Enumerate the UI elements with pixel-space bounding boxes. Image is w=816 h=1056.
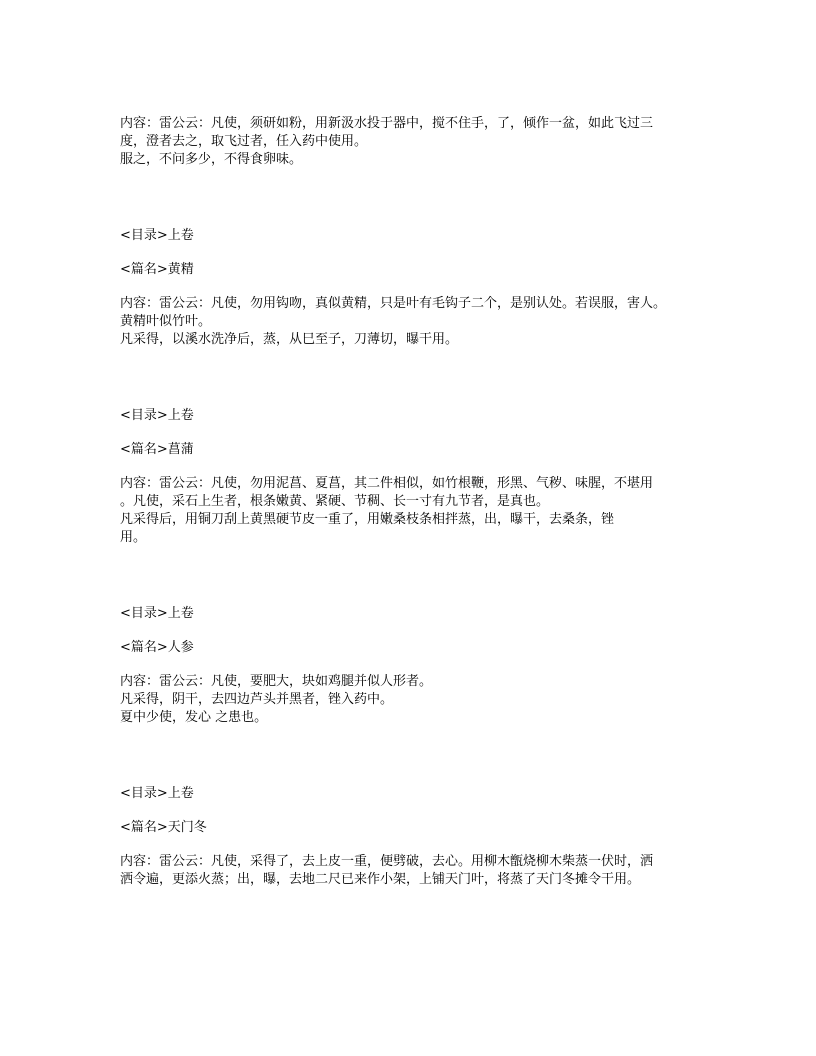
content-line: 服之，不问多少，不得食卵味。 bbox=[120, 152, 303, 167]
section-title: <篇名>天门冬 bbox=[120, 820, 207, 835]
section-title: <篇名>菖蒲 bbox=[120, 442, 194, 457]
content-line: 内容：雷公云：凡使，勿用钩吻，真似黄精，只是叶有毛钩子二个，是别认处。若误服，害人。 bbox=[120, 296, 667, 311]
content-line: 内容：雷公云：凡使，勿用泥菖、夏菖，其二件相似，如竹根鞭，形黑、气秽、味腥，不堪用 bbox=[120, 476, 654, 491]
content-line: 内容：雷公云：凡使，采得了，去上皮一重，便劈破，去心。用柳木甑烧柳木柴蒸一伏时，洒 bbox=[120, 854, 654, 869]
entry-content bbox=[120, 475, 700, 547]
content-line: 凡采得，阴干，去四边芦头并黑者，锉入药中。 bbox=[120, 692, 394, 707]
entry-content bbox=[120, 115, 700, 169]
entry-content bbox=[120, 673, 700, 727]
section-title: <篇名>黄精 bbox=[120, 262, 194, 277]
catalog-heading: <目录>上卷 bbox=[120, 786, 194, 801]
content-line: 。凡使，采石上生者，根条嫩黄、紧硬、节稠、长一寸有九节者，是真也。 bbox=[120, 494, 550, 509]
content-line: 度，澄者去之，取飞过者，任入药中使用。 bbox=[120, 134, 368, 149]
content-line: 用。 bbox=[120, 530, 147, 545]
content-line: 凡采得，以溪水洗净后，蒸，从巳至子，刀薄切，曝干用。 bbox=[120, 332, 459, 347]
content-line: 凡采得后，用铜刀刮上黄黑硬节皮一重了，用嫩桑枝条相拌蒸，出，曝干，去桑条，锉 bbox=[120, 512, 615, 527]
catalog-heading: <目录>上卷 bbox=[120, 408, 194, 423]
content-line: 内容：雷公云：凡使，要肥大，块如鸡腿并似人形者。 bbox=[120, 674, 433, 689]
catalog-heading: <目录>上卷 bbox=[120, 228, 194, 243]
section-title: <篇名>人参 bbox=[120, 640, 194, 655]
entry-content bbox=[120, 853, 700, 889]
content-line: 洒令遍，更添火蒸；出，曝，去地二尺已来作小架，上铺天门叶，将蒸了天门冬摊令干用。 bbox=[120, 872, 641, 887]
content-line: 内容：雷公云：凡使，须研如粉，用新汲水投于器中，搅不住手，了，倾作一盆，如此飞过三 bbox=[120, 116, 654, 131]
entry-content bbox=[120, 295, 700, 349]
content-line: 黄精叶似竹叶。 bbox=[120, 314, 212, 329]
catalog-heading: <目录>上卷 bbox=[120, 606, 194, 621]
document-page bbox=[120, 115, 700, 889]
content-line: 夏中少使，发心 之患也。 bbox=[120, 710, 268, 725]
